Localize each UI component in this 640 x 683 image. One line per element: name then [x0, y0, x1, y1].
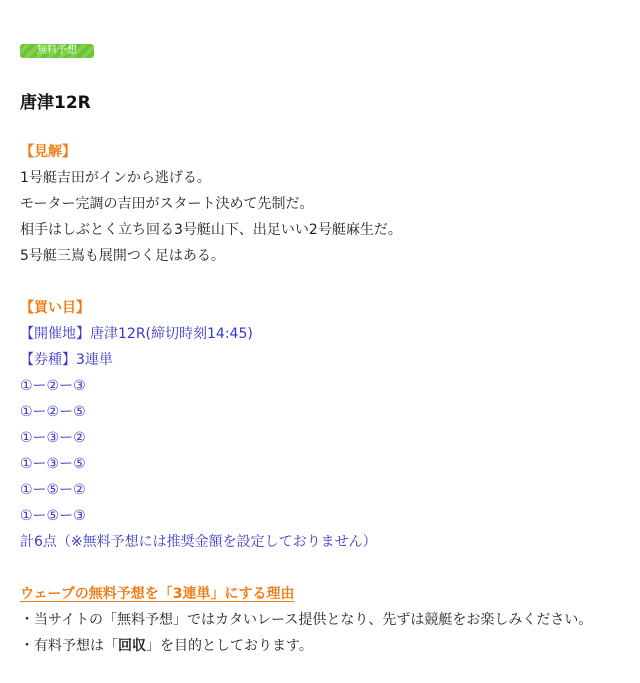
opinion-line-2: モーター完調の吉田がスタート決めて先制だ。 — [20, 196, 314, 212]
reason-line-2-pre: ・有料予想は「 — [20, 638, 118, 654]
venue-info: 【開催地】唐津12R(締切時刻14:45) — [20, 326, 253, 342]
reason-line-1: ・当サイトの「無料予想」ではカタいレース提供となり、先ずは競艇をお楽しみください。 — [20, 612, 593, 628]
opinion-line-3: 相手はしぶとく立ち回る3号艇山下、出足いい2号艇麻生だ。 — [20, 222, 402, 238]
combo-1: ①ー②ー③ — [20, 378, 86, 394]
opinion-line-4: 5号艇三嶌も展開つく足はある。 — [20, 248, 225, 264]
combo-5: ①ー⑤ー② — [20, 482, 86, 498]
buy-heading: 【買い目】 — [20, 300, 90, 316]
reason-line-2-post: 」を目的としております。 — [146, 638, 313, 654]
combo-3: ①ー③ー② — [20, 430, 86, 446]
reason-heading: ウェーブの無料予想を「3連単」にする理由 — [20, 586, 295, 602]
race-title: 唐津12R — [20, 93, 91, 113]
reason-line-2 — [20, 636, 313, 656]
opinion-line-1: 1号艇吉田がインから逃げる。 — [20, 170, 211, 186]
combo-4: ①ー③ー⑤ — [20, 456, 86, 472]
free-prediction-badge: 無料予想 — [20, 44, 94, 58]
combo-6: ①ー⑤ー③ — [20, 508, 86, 524]
reason-line-2-bold: 回収 — [118, 638, 146, 654]
combo-2: ①ー②ー⑤ — [20, 404, 86, 420]
ticket-type: 【券種】3連単 — [20, 352, 113, 368]
opinion-heading: 【見解】 — [20, 144, 76, 160]
combo-total: 計6点（※無料予想には推奨金額を設定しておりません） — [20, 534, 377, 550]
